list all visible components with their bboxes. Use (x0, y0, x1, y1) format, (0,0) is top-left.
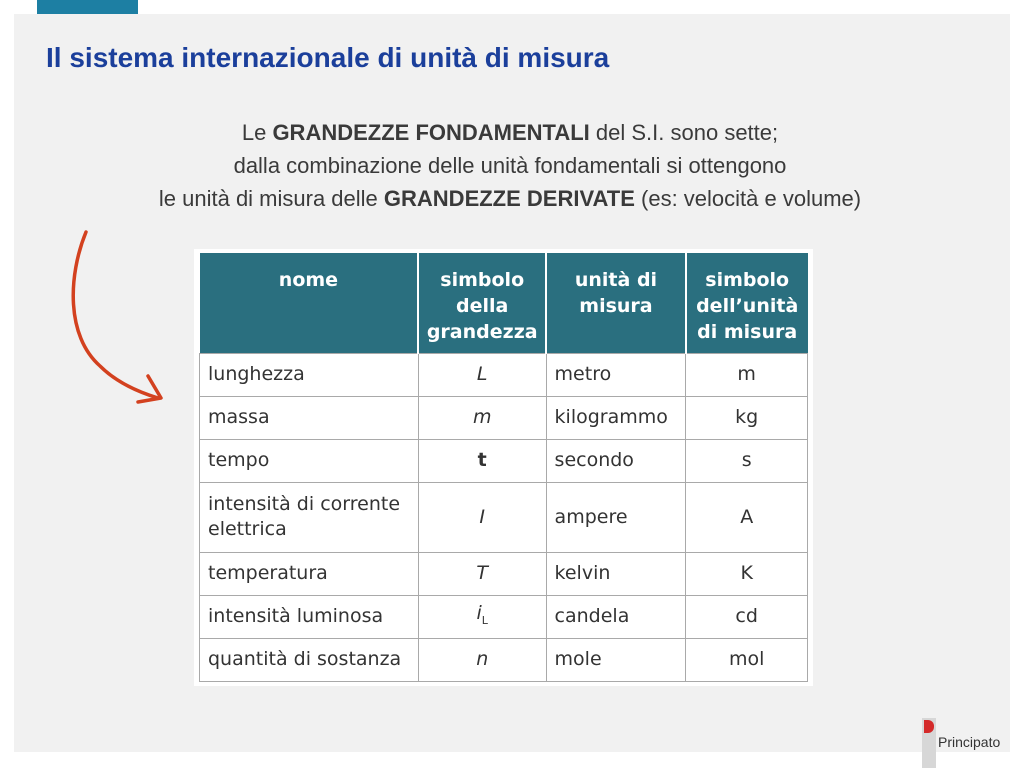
cell-unit: mole (546, 638, 686, 681)
header-simbolo-unita: simbolo dell’unità di misura (686, 253, 808, 353)
logo-text: Principato (938, 734, 1001, 750)
cell-unit: kelvin (546, 552, 686, 595)
cell-unit: metro (546, 353, 686, 396)
cell-symbol: L (418, 353, 546, 396)
cell-name: quantità di sostanza (200, 638, 419, 681)
table-row (200, 353, 808, 396)
curved-arrow-icon (60, 226, 180, 406)
header-simbolo-grandezza: simbolo della grandezza (418, 253, 546, 353)
si-units-table (194, 249, 813, 686)
table-row (200, 396, 808, 439)
cell-name: tempo (200, 439, 419, 482)
cell-symbol: t (418, 439, 546, 482)
cell-name: massa (200, 396, 419, 439)
principato-logo (920, 718, 1024, 768)
cell-name: lunghezza (200, 353, 419, 396)
table-row (200, 552, 808, 595)
table-header-row (200, 253, 808, 353)
cell-unit: candela (546, 595, 686, 638)
top-accent-bar (37, 0, 138, 14)
cell-symbol: m (418, 396, 546, 439)
table-row (200, 595, 808, 638)
header-unita-misura: unità di misura (546, 253, 686, 353)
table-row (200, 638, 808, 681)
intro-text (60, 116, 960, 215)
cell-symbol: n (418, 638, 546, 681)
cell-name: temperatura (200, 552, 419, 595)
intro-line-2: dalla combinazione delle unità fondamentali si ottengono (233, 153, 787, 178)
cell-unit: secondo (546, 439, 686, 482)
cell-symbol: $i_L$ (418, 595, 546, 638)
slide-title: Il sistema internazionale di unità di misura (46, 42, 610, 73)
cell-symbol: T (418, 552, 546, 595)
cell-unit-symbol: m (686, 353, 808, 396)
cell-unit-symbol: kg (686, 396, 808, 439)
table-row (200, 482, 808, 552)
cell-unit: ampere (546, 482, 686, 552)
cell-unit-symbol: mol (686, 638, 808, 681)
cell-unit-symbol: K (686, 552, 808, 595)
cell-unit-symbol: cd (686, 595, 808, 638)
cell-unit-symbol: A (686, 482, 808, 552)
header-nome: nome (200, 253, 419, 353)
cell-symbol: I (418, 482, 546, 552)
cell-unit: kilogrammo (546, 396, 686, 439)
cell-name: intensità di corrente elettrica (200, 482, 419, 552)
cell-unit-symbol: s (686, 439, 808, 482)
intro-line-3: le unità di misura delle GRANDEZZE DERIVATE (es: velocità e volume) (158, 186, 862, 211)
table-row (200, 439, 808, 482)
cell-name: intensità luminosa (200, 595, 419, 638)
intro-line-1: Le GRANDEZZE FONDAMENTALI del S.I. sono sette; (241, 120, 779, 145)
